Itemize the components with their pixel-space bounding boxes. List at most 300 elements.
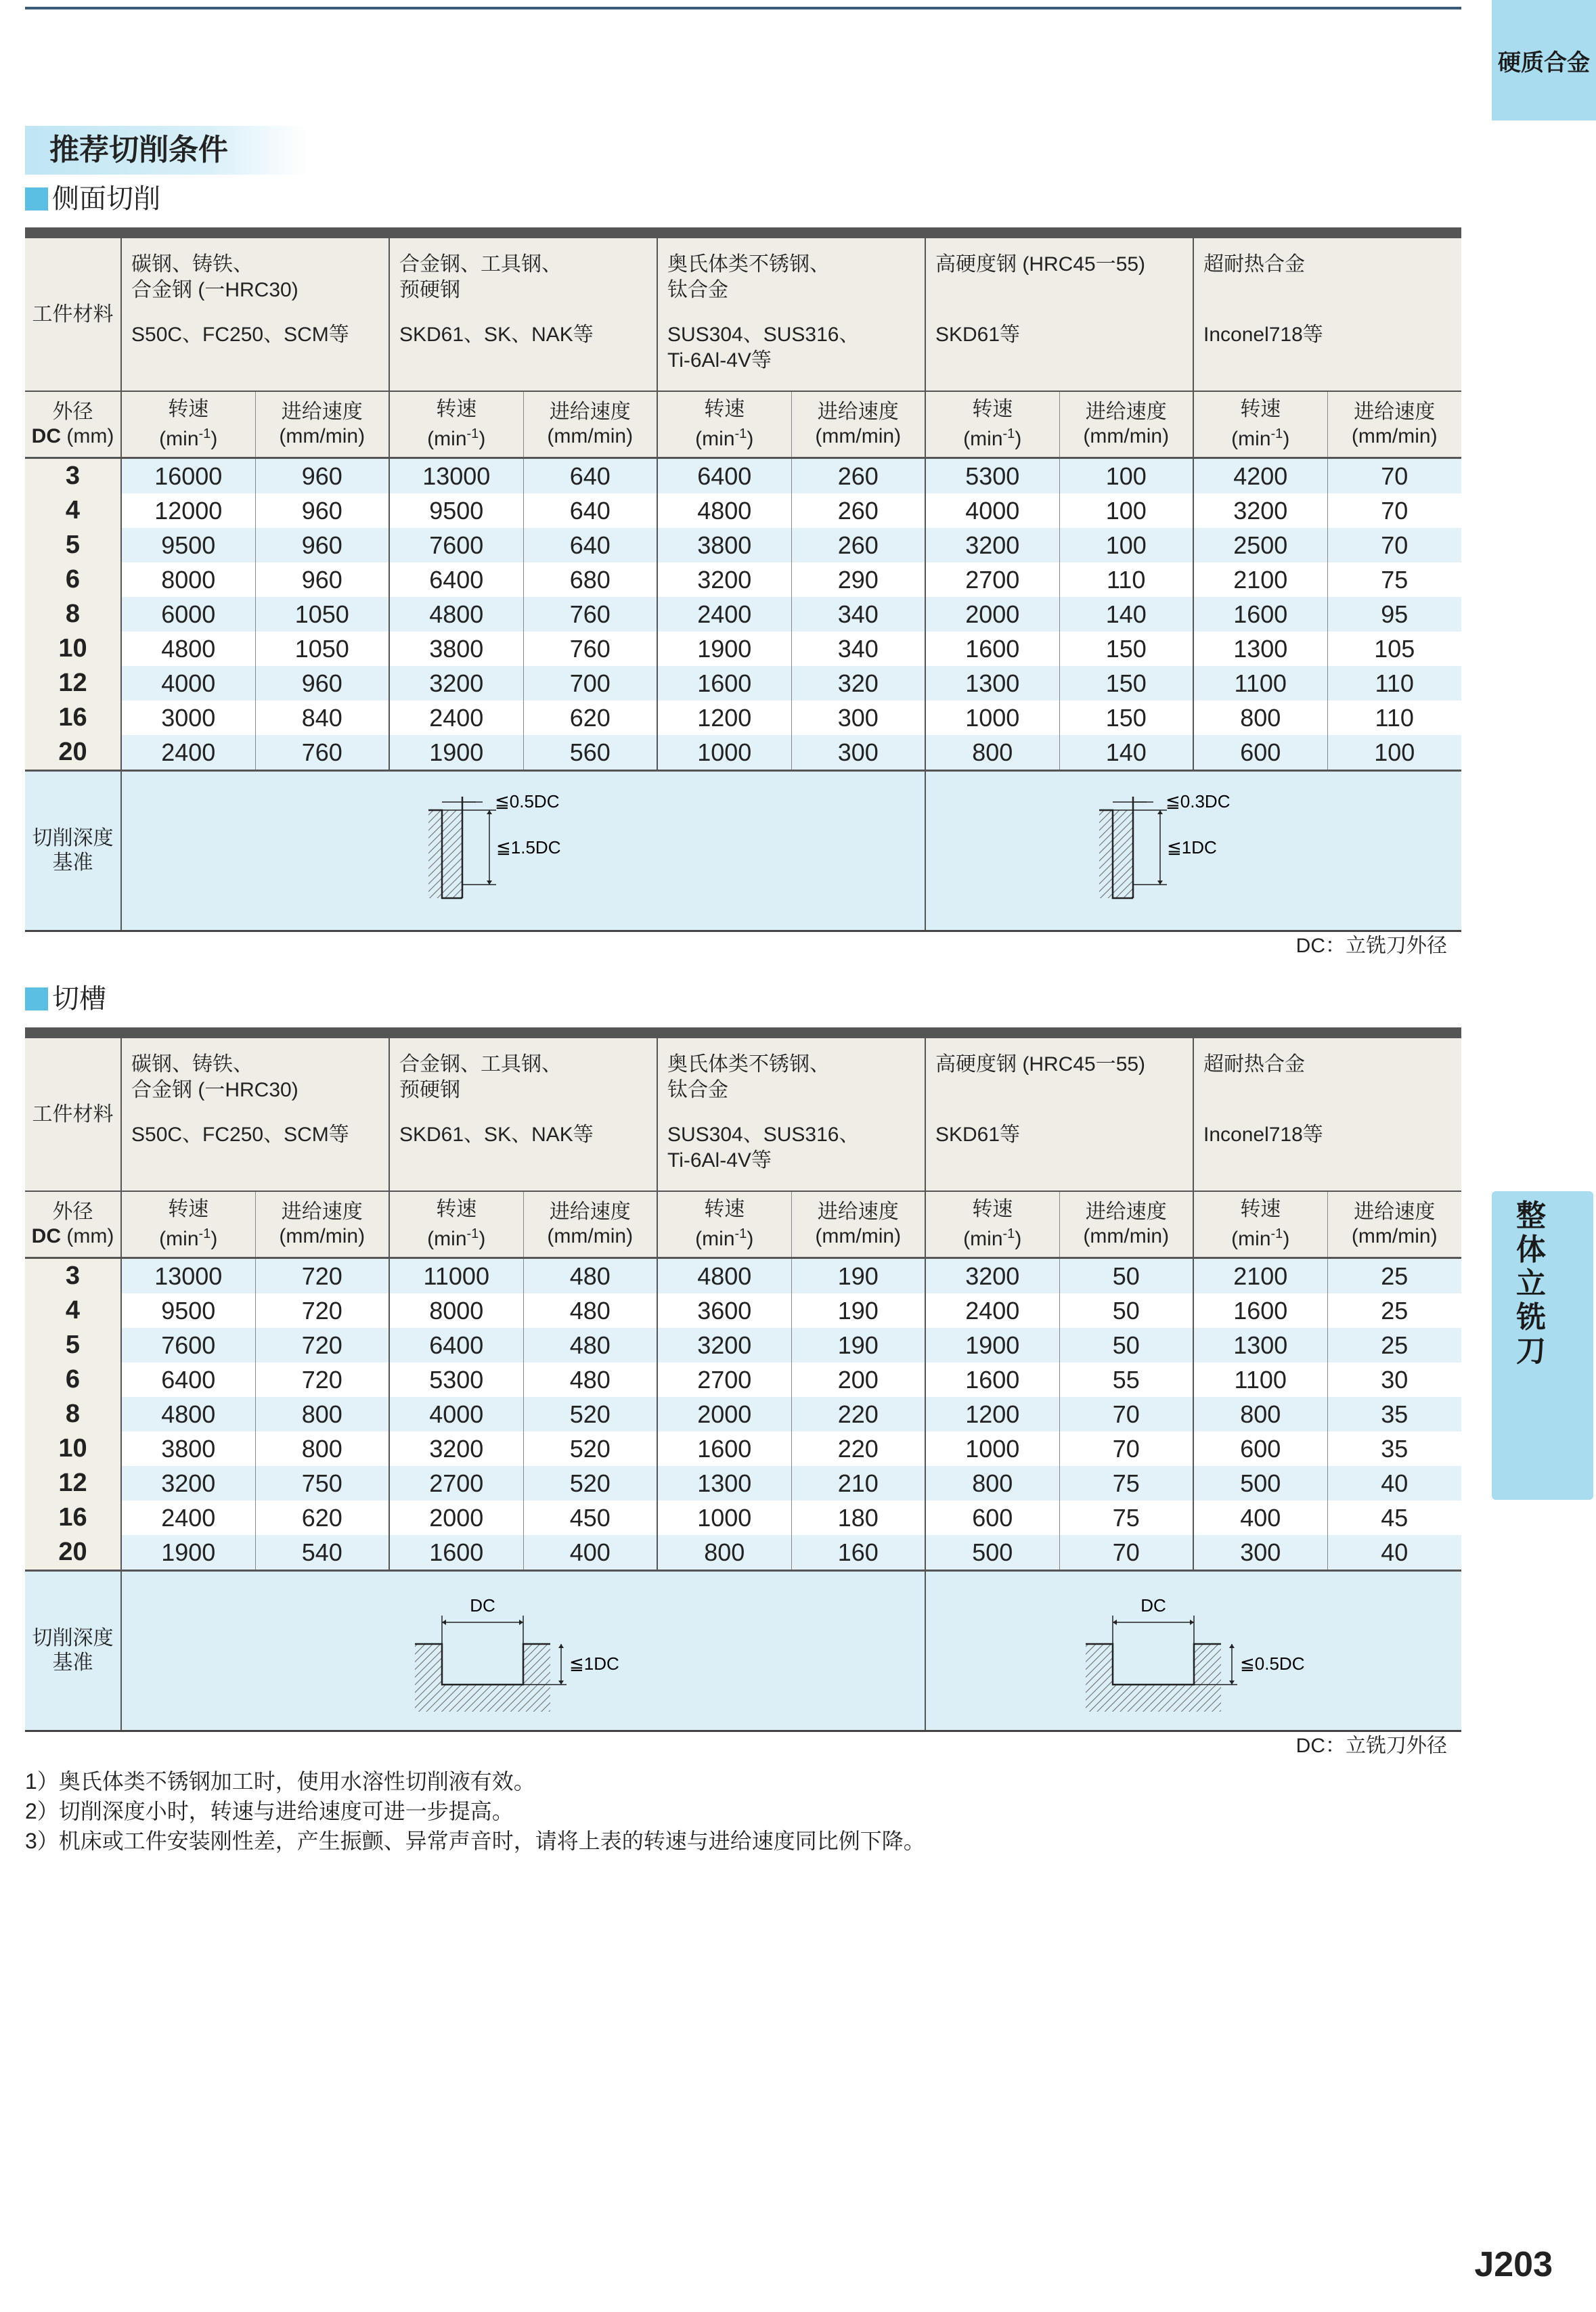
material-name-line: 奥氏体类不锈钢、 <box>667 253 830 275</box>
feed-header <box>1327 391 1461 458</box>
speed-value: 3200 <box>657 1328 791 1362</box>
material-name <box>1203 1052 1461 1122</box>
material-name-line: 碳钢、铸铁、 <box>131 253 253 275</box>
material-grades: SUS304、SUS316、 <box>667 324 860 346</box>
speed-value: 2700 <box>925 562 1059 597</box>
table-row <box>25 1500 1461 1535</box>
depth-label <box>25 1571 121 1731</box>
material-name-line: 钛合金 <box>667 1079 728 1101</box>
speed-unit-a: (min <box>1231 1228 1271 1250</box>
feed-value: 110 <box>1327 701 1461 735</box>
speed-unit <box>390 1222 523 1251</box>
material-name-line: 超耐热合金 <box>1203 1053 1305 1075</box>
speed-unit-b: ) <box>479 428 486 450</box>
feed-value: 760 <box>523 597 657 631</box>
speed-value: 800 <box>925 1466 1059 1500</box>
feed-value: 640 <box>523 458 657 494</box>
speed-unit-sup: -1 <box>1002 1226 1015 1241</box>
table-row <box>25 1535 1461 1571</box>
speed-value: 12000 <box>121 493 255 528</box>
speed-value: 1200 <box>925 1397 1059 1431</box>
feed-value: 150 <box>1059 666 1193 701</box>
table-row <box>25 735 1461 771</box>
feed-value: 95 <box>1327 597 1461 631</box>
feed-value: 75 <box>1059 1466 1193 1500</box>
speed-value: 2100 <box>1193 1258 1327 1294</box>
feed-value: 320 <box>791 666 925 701</box>
feed-value: 260 <box>791 528 925 562</box>
speed-value: 1600 <box>925 1362 1059 1397</box>
feed-value: 220 <box>791 1431 925 1466</box>
speed-header <box>657 391 791 458</box>
speed-value: 7600 <box>389 528 523 562</box>
speed-value: 1300 <box>1193 631 1327 666</box>
speed-value: 6400 <box>657 458 791 494</box>
feed-value: 960 <box>255 528 389 562</box>
speed-value: 1900 <box>657 631 791 666</box>
speed-value: 2000 <box>657 1397 791 1431</box>
speed-value: 1100 <box>1193 1362 1327 1397</box>
depth-side-label: ≦1.5DC <box>496 837 561 858</box>
feed-value: 480 <box>523 1293 657 1328</box>
speed-value: 3600 <box>657 1293 791 1328</box>
depth-row <box>25 1571 1461 1731</box>
feed-header <box>255 391 389 458</box>
speed-unit-b: ) <box>1283 1228 1290 1250</box>
feed-value: 75 <box>1327 562 1461 597</box>
feed-value: 25 <box>1327 1258 1461 1294</box>
feed-unit: (mm/min) <box>1351 1225 1438 1247</box>
feed-label: 进给速度 <box>817 401 899 423</box>
feed-value: 720 <box>255 1362 389 1397</box>
dc-value: 10 <box>25 631 121 666</box>
speed-value: 2400 <box>389 701 523 735</box>
feed-label: 进给速度 <box>549 1201 631 1223</box>
dc-value: 6 <box>25 1362 121 1397</box>
table-row <box>25 701 1461 735</box>
speed-label: 转速 <box>972 398 1013 420</box>
speed-unit-a: (min <box>963 428 1003 450</box>
page-title: 推荐切削条件 <box>25 126 309 175</box>
material-grades: SKD61、SK、NAK等 <box>399 1124 594 1146</box>
speed-value: 8000 <box>121 562 255 597</box>
speed-value: 1600 <box>925 631 1059 666</box>
speed-value: 1600 <box>657 1431 791 1466</box>
feed-value: 180 <box>791 1500 925 1535</box>
feed-value: 105 <box>1327 631 1461 666</box>
material-name-line: 超耐热合金 <box>1203 253 1305 275</box>
category-tab-carbide[interactable]: 硬质合金 <box>1492 0 1596 120</box>
feed-value: 70 <box>1059 1535 1193 1571</box>
material-name-line: 合金钢 (一HRC30) <box>131 1079 298 1101</box>
speed-header <box>121 391 255 458</box>
material-name-line: 合金钢 (一HRC30) <box>131 279 298 301</box>
depth-top-label: ≦0.3DC <box>1165 791 1230 812</box>
feed-value: 640 <box>523 528 657 562</box>
speed-unit-a: (min <box>159 1228 199 1250</box>
speed-unit-sup: -1 <box>734 426 747 441</box>
table-row <box>25 1466 1461 1500</box>
material-row <box>25 238 1461 391</box>
feed-value: 960 <box>255 666 389 701</box>
od-label: 外径 <box>52 401 93 423</box>
feed-value: 720 <box>255 1328 389 1362</box>
speed-value: 600 <box>1193 735 1327 771</box>
dc-value: 4 <box>25 493 121 528</box>
speed-value: 3800 <box>121 1431 255 1466</box>
dc-unit-mm: (mm) <box>61 425 114 447</box>
dc-value: 20 <box>25 735 121 771</box>
speed-value: 2400 <box>121 735 255 771</box>
depth-diagram-cell <box>925 1571 1461 1731</box>
material-name-line: 碳钢、铸铁、 <box>131 1053 253 1075</box>
feed-value: 520 <box>523 1431 657 1466</box>
od-label: 外径 <box>52 1201 93 1223</box>
speed-value: 4200 <box>1193 458 1327 494</box>
speed-value: 800 <box>1193 701 1327 735</box>
dc-unit-bold: DC <box>31 1225 62 1247</box>
feed-header <box>791 391 925 458</box>
material-name-line: 合金钢、工具钢、 <box>399 1053 562 1075</box>
material-grades: Ti-6Al-4V等 <box>667 349 772 372</box>
slotting-table <box>25 1027 1461 1732</box>
depth-side-label: ≦1DC <box>1166 837 1217 858</box>
side-cut-depth-diagram <box>422 783 625 918</box>
feed-value: 35 <box>1327 1431 1461 1466</box>
table-row <box>25 1431 1461 1466</box>
dc-value: 8 <box>25 1397 121 1431</box>
feed-value: 25 <box>1327 1293 1461 1328</box>
feed-value: 50 <box>1059 1258 1193 1294</box>
speed-header <box>121 1191 255 1258</box>
speed-unit-b: ) <box>747 1228 754 1250</box>
material-cell <box>1193 1038 1461 1191</box>
speed-value: 5300 <box>389 1362 523 1397</box>
dc-unit-label <box>25 1224 120 1249</box>
feed-unit: (mm/min) <box>279 1225 365 1247</box>
feed-unit: (mm/min) <box>1083 425 1170 447</box>
depth-side-label: ≦1DC <box>569 1653 619 1674</box>
speed-unit <box>390 422 523 451</box>
speed-value: 3200 <box>389 666 523 701</box>
feed-value: 70 <box>1059 1431 1193 1466</box>
speed-value: 1000 <box>925 1431 1059 1466</box>
speed-value: 600 <box>1193 1431 1327 1466</box>
material-name <box>667 252 925 322</box>
notes <box>25 1766 925 1856</box>
speed-value: 4000 <box>925 493 1059 528</box>
feed-unit: (mm/min) <box>547 425 634 447</box>
tab-char: 刀 <box>1516 1335 1546 1368</box>
speed-label: 转速 <box>1240 1198 1281 1220</box>
speed-value: 1600 <box>389 1535 523 1571</box>
material-name-line: 钛合金 <box>667 279 728 301</box>
table-row <box>25 562 1461 597</box>
speed-unit-sup: -1 <box>198 426 211 441</box>
feed-value: 40 <box>1327 1466 1461 1500</box>
category-tab-solid-endmill[interactable] <box>1492 1191 1593 1500</box>
speed-value: 4000 <box>121 666 255 701</box>
speed-value: 9500 <box>121 528 255 562</box>
feed-value: 210 <box>791 1466 925 1500</box>
material-name <box>131 252 389 322</box>
tab-char: 铣 <box>1516 1301 1546 1334</box>
speed-label: 转速 <box>168 398 209 420</box>
category-tab-label <box>1511 1199 1551 1369</box>
feed-value: 760 <box>255 735 389 771</box>
feed-value: 70 <box>1059 1397 1193 1431</box>
speed-unit-sup: -1 <box>1270 426 1283 441</box>
feed-value: 100 <box>1059 528 1193 562</box>
material-cell <box>925 238 1193 391</box>
feed-value: 620 <box>255 1500 389 1535</box>
feed-value: 100 <box>1059 493 1193 528</box>
speed-value: 1200 <box>657 701 791 735</box>
dc-value: 16 <box>25 1500 121 1535</box>
feed-value: 760 <box>523 631 657 666</box>
feed-unit: (mm/min) <box>1083 1225 1170 1247</box>
speed-value: 16000 <box>121 458 255 494</box>
depth-diagram-cell <box>121 1571 925 1731</box>
speed-value: 500 <box>1193 1466 1327 1500</box>
speed-unit-sup: -1 <box>1002 426 1015 441</box>
feed-label: 进给速度 <box>281 401 363 423</box>
speed-label: 转速 <box>704 1198 745 1220</box>
speed-label: 转速 <box>704 398 745 420</box>
material-name <box>399 1052 657 1122</box>
depth-diagram-cell <box>121 771 925 931</box>
slot-depth-diagram <box>1072 1583 1316 1718</box>
speed-value: 7600 <box>121 1328 255 1362</box>
section-marker-icon <box>25 987 48 1010</box>
table-row <box>25 458 1461 494</box>
feed-label: 进给速度 <box>1085 1201 1167 1223</box>
feed-value: 35 <box>1327 1397 1461 1431</box>
feed-value: 75 <box>1059 1500 1193 1535</box>
material-grades: S50C、FC250、SCM等 <box>131 324 349 346</box>
speed-value: 3200 <box>389 1431 523 1466</box>
feed-value: 110 <box>1327 666 1461 701</box>
material-grades: SKD61等 <box>935 324 1021 346</box>
speed-unit-a: (min <box>427 428 467 450</box>
feed-header <box>523 1191 657 1258</box>
material-name <box>935 1052 1193 1122</box>
feed-unit: (mm/min) <box>815 425 902 447</box>
section-slotting <box>25 981 106 1017</box>
speed-value: 1300 <box>657 1466 791 1500</box>
speed-unit-b: ) <box>1015 1228 1022 1250</box>
speed-value: 1900 <box>121 1535 255 1571</box>
feed-value: 50 <box>1059 1293 1193 1328</box>
feed-value: 520 <box>523 1466 657 1500</box>
speed-value: 1300 <box>925 666 1059 701</box>
speed-value: 1000 <box>657 735 791 771</box>
side-cutting-table <box>25 227 1461 932</box>
slot-width-label: DC <box>470 1595 495 1616</box>
table-row <box>25 528 1461 562</box>
feed-value: 260 <box>791 458 925 494</box>
speed-value: 800 <box>657 1535 791 1571</box>
feed-value: 55 <box>1059 1362 1193 1397</box>
feed-value: 140 <box>1059 597 1193 631</box>
feed-header <box>255 1191 389 1258</box>
material-name-line: 预硬钢 <box>399 279 460 301</box>
slot-depth-diagram <box>401 1583 645 1718</box>
dc-value: 12 <box>25 666 121 701</box>
dc-header <box>25 1191 121 1258</box>
speed-value: 9500 <box>389 493 523 528</box>
speed-value: 4800 <box>657 1258 791 1294</box>
table-row <box>25 493 1461 528</box>
feed-value: 110 <box>1059 562 1193 597</box>
feed-value: 220 <box>791 1397 925 1431</box>
dc-header <box>25 391 121 458</box>
speed-value: 4800 <box>389 597 523 631</box>
feed-value: 40 <box>1327 1535 1461 1571</box>
feed-value: 560 <box>523 735 657 771</box>
feed-value: 45 <box>1327 1500 1461 1535</box>
dc-value: 5 <box>25 1328 121 1362</box>
depth-label-line: 切削深度 <box>32 827 114 849</box>
header-row <box>25 391 1461 458</box>
speed-header <box>1193 1191 1327 1258</box>
feed-label: 进给速度 <box>549 401 631 423</box>
feed-value: 70 <box>1327 528 1461 562</box>
speed-value: 6400 <box>389 562 523 597</box>
speed-unit-b: ) <box>1283 428 1290 450</box>
feed-unit: (mm/min) <box>815 1225 902 1247</box>
slot-width-label: DC <box>1140 1595 1166 1616</box>
feed-value: 480 <box>523 1328 657 1362</box>
speed-unit-a: (min <box>427 1228 467 1250</box>
speed-unit <box>658 422 791 451</box>
dc-value: 5 <box>25 528 121 562</box>
speed-value: 1600 <box>1193 1293 1327 1328</box>
speed-unit-sup: -1 <box>466 1226 479 1241</box>
speed-unit-a: (min <box>1231 428 1271 450</box>
speed-value: 3800 <box>657 528 791 562</box>
feed-value: 1050 <box>255 631 389 666</box>
section-title: 切槽 <box>52 984 106 1014</box>
top-rule <box>25 7 1461 9</box>
feed-value: 190 <box>791 1328 925 1362</box>
material-row <box>25 1038 1461 1191</box>
section-marker-icon <box>25 187 48 210</box>
tab-char: 立 <box>1516 1267 1546 1300</box>
speed-unit-sup: -1 <box>466 426 479 441</box>
speed-header <box>389 1191 523 1258</box>
speed-header <box>925 391 1059 458</box>
feed-value: 340 <box>791 631 925 666</box>
note-item: 3）机床或工件安装刚性差，产生振颤、异常声音时，请将上表的转速与进给速度同比例下降。 <box>25 1829 925 1853</box>
speed-value: 2700 <box>657 1362 791 1397</box>
feed-header <box>523 391 657 458</box>
speed-value: 4000 <box>389 1397 523 1431</box>
side-cut-depth-diagram <box>1092 783 1295 918</box>
speed-value: 2400 <box>925 1293 1059 1328</box>
feed-value: 70 <box>1327 493 1461 528</box>
feed-value: 750 <box>255 1466 389 1500</box>
depth-label <box>25 771 121 931</box>
material-cell <box>121 238 389 391</box>
dc-unit-label <box>25 424 120 449</box>
table-top-bar <box>25 227 1461 238</box>
dc-footnote: DC：立铣刀外径 <box>1295 1735 1447 1757</box>
feed-value: 340 <box>791 597 925 631</box>
depth-label-line: 基准 <box>52 1651 93 1674</box>
speed-value: 3000 <box>121 701 255 735</box>
speed-value: 3800 <box>389 631 523 666</box>
feed-value: 540 <box>255 1535 389 1571</box>
tab-char: 体 <box>1516 1233 1546 1266</box>
feed-value: 100 <box>1059 458 1193 494</box>
speed-value: 2400 <box>121 1500 255 1535</box>
material-label: 工件材料 <box>25 238 121 391</box>
table-row <box>25 1328 1461 1362</box>
material-grades: Inconel718等 <box>1203 324 1323 346</box>
depth-diagram-cell <box>925 771 1461 931</box>
speed-unit-b: ) <box>210 1228 218 1250</box>
material-cell <box>657 238 925 391</box>
speed-value: 1600 <box>657 666 791 701</box>
speed-unit-b: ) <box>747 428 754 450</box>
dc-value: 4 <box>25 1293 121 1328</box>
speed-value: 1300 <box>1193 1328 1327 1362</box>
page-number: J203 <box>1474 2245 1553 2284</box>
feed-value: 720 <box>255 1293 389 1328</box>
material-name-line: 合金钢、工具钢、 <box>399 253 562 275</box>
speed-value: 2700 <box>389 1466 523 1500</box>
dc-value: 20 <box>25 1535 121 1571</box>
depth-row <box>25 771 1461 931</box>
speed-unit-sup: -1 <box>734 1226 747 1241</box>
speed-unit-a: (min <box>695 428 735 450</box>
note-item: 2）切削深度小时，转速与进给速度可进一步提高。 <box>25 1799 514 1823</box>
feed-value: 640 <box>523 493 657 528</box>
speed-value: 800 <box>925 735 1059 771</box>
speed-value: 1100 <box>1193 666 1327 701</box>
speed-value: 1600 <box>1193 597 1327 631</box>
feed-value: 840 <box>255 701 389 735</box>
material-grades: Ti-6Al-4V等 <box>667 1149 772 1172</box>
feed-value: 260 <box>791 493 925 528</box>
speed-value: 6000 <box>121 597 255 631</box>
section-title: 侧面切削 <box>52 184 160 214</box>
speed-value: 2000 <box>389 1500 523 1535</box>
feed-value: 300 <box>791 735 925 771</box>
feed-value: 800 <box>255 1397 389 1431</box>
speed-value: 1000 <box>925 701 1059 735</box>
material-cell <box>121 1038 389 1191</box>
feed-unit: (mm/min) <box>1351 425 1438 447</box>
speed-unit <box>122 422 255 451</box>
feed-header <box>1327 1191 1461 1258</box>
feed-value: 160 <box>791 1535 925 1571</box>
feed-value: 190 <box>791 1293 925 1328</box>
depth-top-label: ≦0.5DC <box>495 791 560 812</box>
depth-label-line: 切削深度 <box>32 1627 114 1649</box>
dc-unit-mm: (mm) <box>61 1225 114 1247</box>
speed-unit <box>122 1222 255 1251</box>
depth-label-line: 基准 <box>52 851 93 874</box>
speed-value: 300 <box>1193 1535 1327 1571</box>
speed-label: 转速 <box>436 1198 477 1220</box>
material-cell <box>389 1038 657 1191</box>
speed-value: 3200 <box>925 1258 1059 1294</box>
dc-value: 8 <box>25 597 121 631</box>
section-side-cutting <box>25 181 160 217</box>
material-cell <box>925 1038 1193 1191</box>
